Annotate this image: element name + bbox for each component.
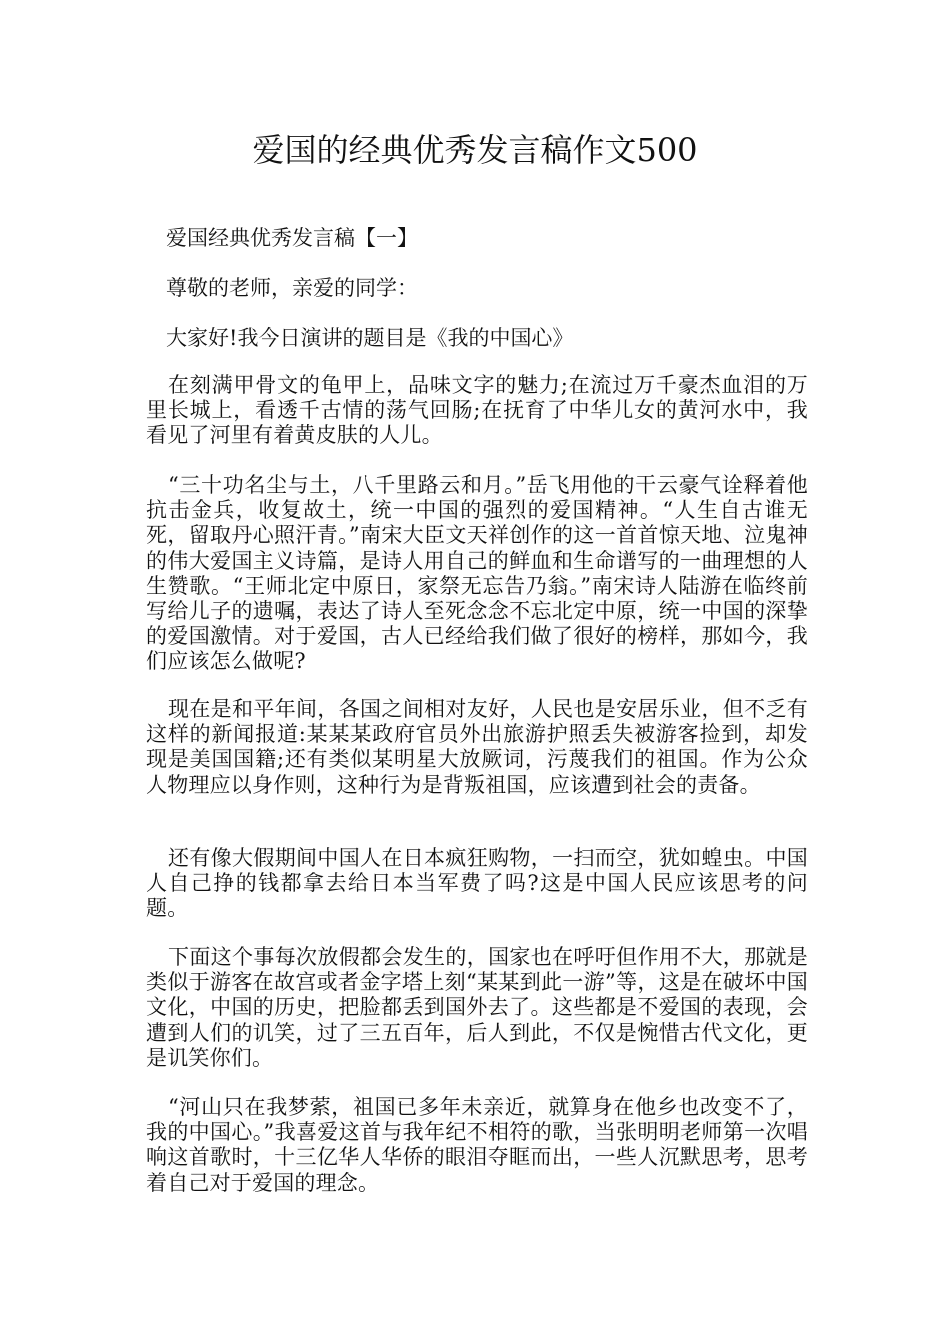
body-paragraph: “河山只在我梦萦，祖国已多年未亲近，就算身在他乡也改变不了，我的中国心。”我喜爱这首与我年纪不相符的歌，当张明明老师第一次唱响这首歌时，十三亿华人华侨的眼泪夺眶而出，一些人沉默思考，思考着自己对于爱国的理念。 bbox=[146, 1095, 808, 1195]
body-paragraph: 下面这个事每次放假都会发生的，国家也在呼吁但作用不大，那就是类似于游客在故宫或者金字塔上刻“某某到此一游”等，这是在破坏中国文化，中国的历史，把脸都丢到国外去了。这些都是不爱国的表现，会遭到人们的讥笑，过了三五百年，后人到此，不仅是惋惜古代文化，更是讥笑你们。 bbox=[146, 945, 808, 1070]
document-title: 爱国的经典优秀发言稿作文500 bbox=[252, 131, 698, 169]
body-paragraph: 在刻满甲骨文的龟甲上，品味文字的魅力;在流过万千豪杰血泪的万里长城上，看透千古情的荡气回肠;在抚育了中华儿女的黄河水中，我看见了河里有着黄皮肤的人儿。 bbox=[146, 373, 808, 448]
body-paragraph: 现在是和平年间，各国之间相对友好，人民也是安居乐业，但不乏有这样的新闻报道:某某某政府官员外出旅游护照丢失被游客捡到，却发现是美国国籍;还有类似某明星大放厥词，污蔑我们的祖国。作为公众人物理应以身作则，这种行为是背叛祖国，应该遭到社会的责备。 bbox=[146, 697, 808, 797]
opening-line: 大家好!我今日演讲的题目是《我的中国心》 bbox=[166, 326, 574, 350]
body-paragraph: “三十功名尘与土，八千里路云和月。”岳飞用他的干云豪气诠释着他抗击金兵，收复故土，统一中国的强烈的爱国精神。“人生自古谁无死，留取丹心照汗青。”南宋大臣文天祥创作的这一首首惊天地、泣鬼神的伟大爱国主义诗篇，是诗人用自己的鲜血和生命谱写的一曲理想的人生赞歌。“王师北定中原日，家祭无忘告乃翁。”南宋诗人陆游在临终前写给儿子的遗嘱，表达了诗人至死念念不忘北定中原，统一中国的深挚的爱国激情。对于爱国，古人已经给我们做了很好的榜样，那如今，我们应该怎么做呢? bbox=[146, 473, 808, 674]
body-paragraph: 还有像大假期间中国人在日本疯狂购物，一扫而空，犹如蝗虫。中国人自己挣的钱都拿去给日本当军费了吗?这是中国人民应该思考的问题。 bbox=[146, 846, 808, 921]
greeting-line: 尊敬的老师，亲爱的同学： bbox=[166, 276, 418, 300]
section-heading: 爱国经典优秀发言稿【一】 bbox=[166, 226, 418, 250]
